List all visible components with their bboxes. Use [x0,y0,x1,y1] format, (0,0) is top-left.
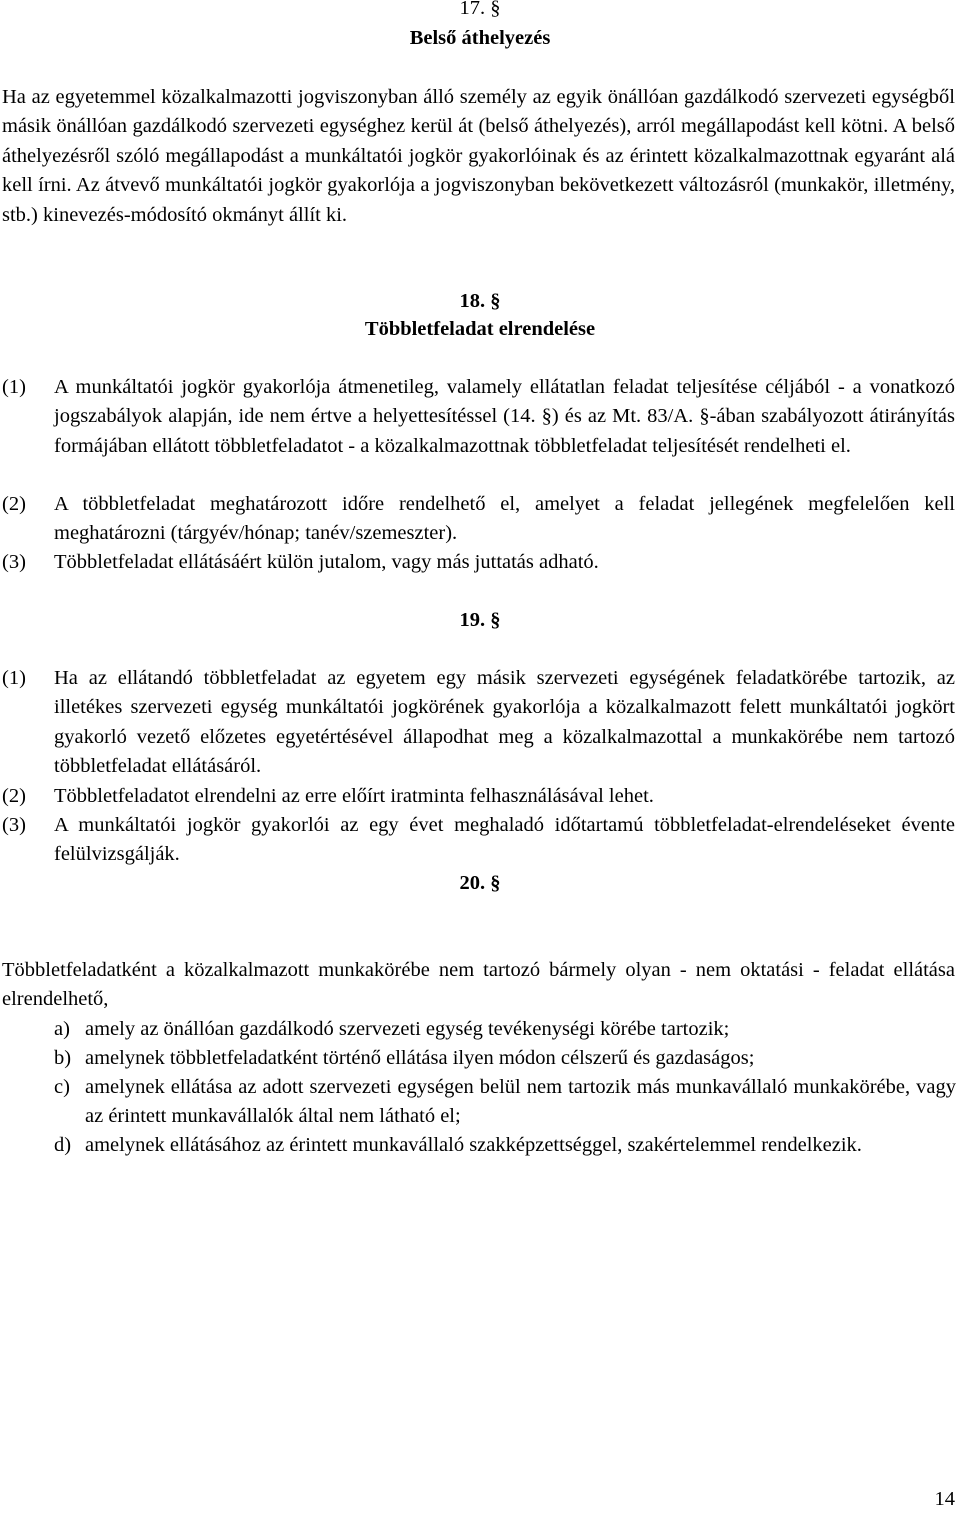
section-17-title: Belső áthelyezés [409,27,551,49]
item-letter: d) [54,1134,72,1156]
paragraph-text: A munkáltatói jogkör gyakorlói az egy évet meghaladó időtartamú többletfeladat-elrendeléseket évente felülvizsgálják. [54,814,955,866]
paragraph-text: A munkáltatói jogkör gyakorlója átmenetileg, valamely ellátatlan feladat teljesítése céljából - a vonatkozó jogszabályok alapján, ide nem értve a helyettesítéssel (14. §) és az Mt. 83/A. §-ában szabályozott átirányítás formájában ellátott többletfeladatot - a közalkalmazottnak többletfeladat teljesítését rendelheti el. [54,376,955,457]
page-number: 14 [934,1488,955,1510]
paragraph-text: Többletfeladatot elrendelni az erre előírt iratminta felhasználásával lehet. [54,785,654,807]
paragraph-text: Többletfeladat ellátásáért külön jutalom, vagy más juttatás adható. [54,551,599,573]
section-18-title: Többletfeladat elrendelése [364,318,596,340]
item-text: amelynek többletfeladatként történő ellátása ilyen módon célszerű és gazdaságos; [85,1047,755,1069]
item-letter: c) [54,1076,70,1098]
paragraph-text: Ha az ellátandó többletfeladat az egyetem egy másik szervezeti egységének feladatkörébe tartozik, az illetékes szervezeti egység munkáltatói jogkörének gyakorlója a közalkalmazott felett munkáltatói jogkört gyakorló vezető előzetes egyetértésével állapodhat meg a közalkalmazottal a munkakörébe nem tartozó többletfeladat ellátásáról. [54,667,955,778]
section-17-number: 17. § [459,0,501,19]
item-letter: b) [54,1047,72,1069]
paragraph-number: (1) [2,667,26,689]
item-text: amely az önállóan gazdálkodó szervezeti egység tevékenységi körébe tartozik; [85,1018,730,1040]
paragraph-number: (2) [2,785,26,807]
item-text: amelynek ellátása az adott szervezeti egységen belül nem tartozik más munkavállaló munkakörébe, vagy az érintett munkavállalók által nem látható el; [85,1076,956,1128]
section-20-item-c [54,1073,956,1132]
paragraph-number: (3) [2,551,26,573]
section-19-number: 19. § [459,609,501,631]
paragraph-number: (1) [2,376,26,398]
item-letter: a) [54,1018,70,1040]
section-18-paragraph-1 [2,373,955,461]
section-20-number: 20. § [459,872,501,894]
paragraph-text: A többletfeladat meghatározott időre rendelhető el, amelyet a feladat jellegének megfelelően kell meghatározni (tárgyév/hónap; tanév/szemeszter). [54,493,955,545]
section-19-paragraph-1 [2,664,955,782]
section-18-number: 18. § [459,290,501,312]
section-20-item-a [54,1015,956,1044]
section-17-text: Ha az egyetemmel közalkalmazotti jogviszonyban álló személy az egyik önállóan gazdálkodó szervezeti egységből másik önállóan gazdálkodó szervezeti egységhez kerül át (belső áthelyezés), arról megállapodást kell kötni. A belső áthelyezésről szóló megállapodást a munkáltatói jogkör gyakorlóinak és az érintett közalkalmazottnak egyaránt alá kell írni. Az átvevő munkáltatói jogkör gyakorlója a jogviszonyban bekövetkezett változásról (munkakör, illetmény, stb.) kinevezés-módosító okmányt állít ki. [2,86,955,226]
item-text: amelynek ellátásához az érintett munkavállaló szakképzettséggel, szakértelemmel rendelkezik. [85,1134,862,1156]
section-18-paragraph-2 [2,490,955,549]
paragraph-number: (2) [2,493,26,515]
section-19-paragraph-3 [2,811,955,870]
section-20-intro: Többletfeladatként a közalkalmazott munkakörébe nem tartozó bármely olyan - nem oktatási - feladat ellátása elrendelhető, [2,959,955,1011]
paragraph-number: (3) [2,814,26,836]
section-20-item-b [54,1044,956,1073]
section-19-paragraph-2 [2,782,955,811]
section-18-paragraph-3 [2,548,955,577]
section-20-item-d [54,1131,956,1160]
